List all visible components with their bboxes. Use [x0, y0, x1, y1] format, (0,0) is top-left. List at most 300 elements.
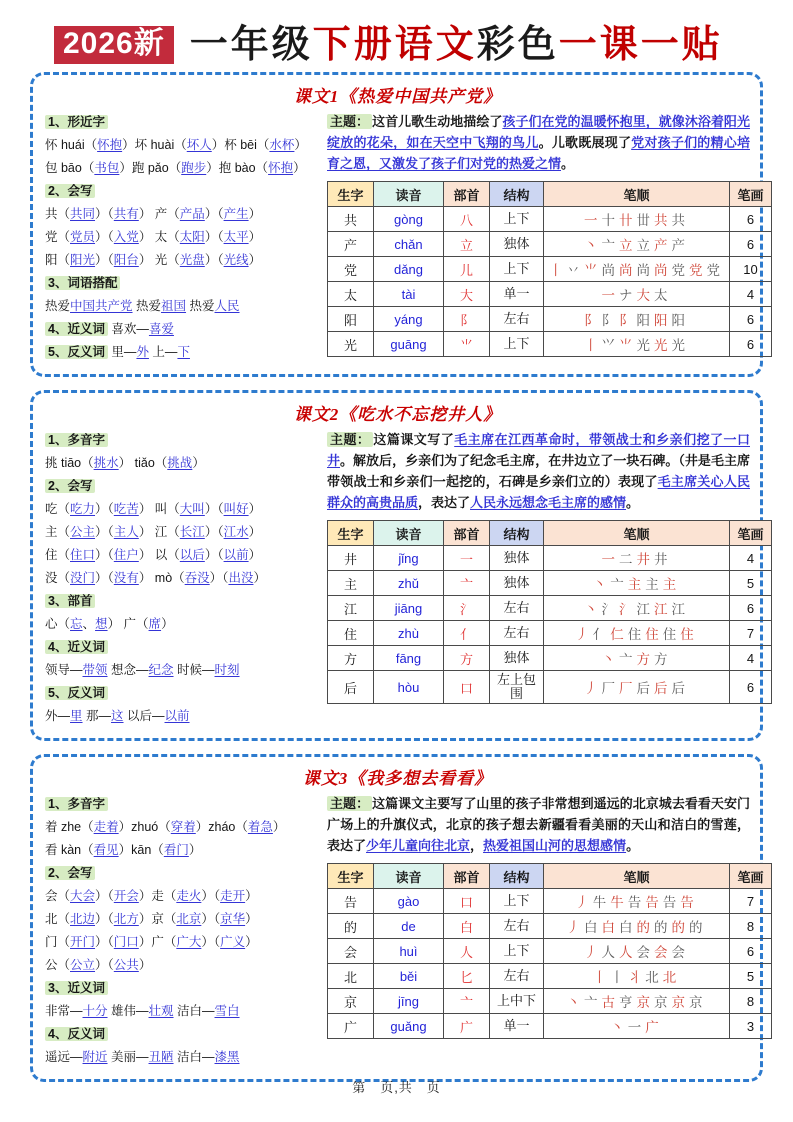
stroke-count-cell: 7: [730, 621, 772, 646]
vocab-line: [45, 682, 317, 705]
lesson-columns: [45, 111, 764, 364]
char-cell: 江: [328, 596, 374, 621]
text-run: 门（: [45, 935, 71, 949]
text-run: ）杯 bēi（: [211, 138, 270, 152]
structure-cell: 独体: [490, 546, 544, 571]
stroke-step: 京: [689, 995, 703, 1011]
table-row: [328, 571, 772, 596]
table-head: [328, 864, 772, 889]
structure-cell: 上下: [490, 889, 544, 914]
text-run: ）抱 bào（: [206, 161, 269, 175]
structure-cell: 上下: [490, 207, 544, 232]
pinyin-cell: hòu: [374, 671, 444, 704]
stroke-step: 井: [636, 552, 650, 568]
stroke-step: 后: [671, 681, 685, 697]
text-run: ）: [245, 889, 258, 903]
stroke-step: 丶: [601, 652, 615, 668]
strokes-cell: [544, 989, 730, 1014]
linked-word: 没有: [113, 571, 139, 585]
page-title-part: 一年级: [189, 24, 313, 66]
vocab-line: [45, 977, 317, 1000]
stroke-step: 尚: [619, 263, 633, 279]
radical-cell: ⺌: [444, 332, 490, 357]
text-run: ）: [293, 161, 306, 175]
column-header-strokes: 笔顺: [544, 182, 730, 207]
strokes-cell: [544, 546, 730, 571]
stroke-count-cell: 6: [730, 596, 772, 621]
text-run: 洁白—: [173, 1004, 215, 1018]
theme-and-table-column: [327, 111, 764, 357]
stroke-step: 丨: [584, 338, 598, 354]
stroke-count-cell: 6: [730, 232, 772, 257]
section-label: 主题：: [327, 796, 372, 811]
stroke-step: 广: [645, 1020, 659, 1036]
stroke-step: 主: [662, 577, 677, 593]
char-cell: 阳: [328, 307, 374, 332]
strokes-cell: [544, 307, 730, 332]
vocab-line: [45, 590, 317, 613]
table-row: [328, 1014, 772, 1039]
text-run: 共（: [45, 207, 71, 221]
vocab-line: [45, 226, 317, 249]
lesson-columns: [45, 793, 764, 1069]
stroke-step: 的: [636, 920, 650, 936]
stroke-step: ⺌: [584, 263, 598, 279]
stroke-step: 阝: [619, 313, 633, 329]
text-run: ）（: [204, 548, 224, 562]
lesson-card: [30, 754, 763, 1082]
table-row: [328, 257, 772, 282]
stroke-step: 会: [636, 945, 650, 961]
section-label: 4、近义词: [45, 322, 108, 336]
column-header-pinyin: 读音: [374, 864, 444, 889]
text-run: ） 以（: [138, 548, 180, 562]
text-run: ）（: [95, 230, 114, 244]
section-label: 主题：: [327, 432, 373, 447]
stroke-step: 井: [654, 552, 668, 568]
linked-word: 住口: [70, 548, 96, 562]
stroke-count-cell: 6: [730, 671, 772, 704]
character-table: [327, 863, 772, 1039]
stroke-step: 丶: [584, 602, 598, 618]
linked-word: 开门: [70, 935, 96, 949]
text-run: ）zháo（: [195, 820, 248, 834]
linked-word: 怀抱: [268, 161, 294, 175]
stroke-step: 的: [654, 920, 668, 936]
text-run: ）（: [95, 958, 114, 972]
column-header-count: 笔画: [730, 864, 772, 889]
linked-word: 这: [111, 709, 124, 723]
stroke-step: 立: [636, 238, 650, 254]
radical-cell: 人: [444, 939, 490, 964]
stroke-step: 党: [706, 263, 720, 279]
vocab-line: [45, 659, 317, 682]
character-table: [327, 520, 772, 704]
text-run: ）（: [209, 571, 229, 585]
stroke-step: 丿: [575, 895, 589, 911]
text-run: ）（: [201, 935, 221, 949]
strokes-cell: [544, 257, 730, 282]
radical-cell: 阝: [444, 307, 490, 332]
column-header-strokes: 笔顺: [544, 864, 730, 889]
strokes-cell: [544, 596, 730, 621]
stroke-step: ナ: [619, 288, 633, 304]
stroke-step: 阳: [671, 313, 685, 329]
stroke-step: 产: [671, 238, 685, 254]
column-header-radical: 部首: [444, 864, 490, 889]
stroke-step: 光: [636, 338, 650, 354]
table-row: [328, 914, 772, 939]
linked-word: 阳台: [113, 253, 139, 267]
linked-word: 江水: [223, 525, 249, 539]
section-label: 4、反义词: [45, 1027, 108, 1041]
pinyin-cell: jiāng: [374, 596, 444, 621]
column-header-count: 笔画: [730, 521, 772, 546]
section-label: 3、部首: [45, 594, 95, 608]
text-run: ）: [161, 617, 174, 631]
structure-cell: 左右: [490, 964, 544, 989]
stroke-step: 太: [654, 288, 668, 304]
pinyin-cell: gòng: [374, 207, 444, 232]
char-cell: 告: [328, 889, 374, 914]
stroke-step: 一: [627, 1020, 642, 1036]
table-row: [328, 964, 772, 989]
strokes-cell: [544, 207, 730, 232]
stroke-step: 共: [654, 213, 668, 229]
theme-and-table-column: [327, 793, 764, 1039]
stroke-step: 丿: [584, 945, 598, 961]
lesson-card: [30, 390, 763, 741]
table-body: [328, 546, 772, 704]
text-run: 包 bāo（: [45, 161, 95, 175]
text-run: 公（: [45, 958, 71, 972]
theme-paragraph: [327, 111, 750, 174]
text-run: ）（: [95, 935, 114, 949]
stroke-step: 亨: [619, 995, 633, 1011]
vocab-line: [45, 931, 317, 954]
stroke-step: 白: [601, 920, 615, 936]
stroke-step: 会: [671, 945, 685, 961]
linked-word: 产生: [223, 207, 249, 221]
strokes-cell: [544, 332, 730, 357]
table-row: [328, 646, 772, 671]
column-header-char: 生字: [328, 521, 374, 546]
vocab-line: [45, 793, 317, 816]
stroke-step: 方: [654, 652, 668, 668]
text-run: ）: [138, 958, 152, 972]
vocab-column: [45, 793, 317, 1069]
column-header-strokes: 笔顺: [544, 521, 730, 546]
stroke-step: 二: [619, 552, 633, 568]
linked-word: 跑步: [181, 161, 207, 175]
linked-word: 看见: [93, 843, 119, 857]
stroke-step: 仁: [610, 627, 624, 643]
char-cell: 井: [328, 546, 374, 571]
stroke-step: 住: [662, 627, 677, 643]
stroke-step: 京: [671, 995, 685, 1011]
stroke-count-cell: 6: [730, 939, 772, 964]
table-row: [328, 546, 772, 571]
linked-word: 少年儿童向往北京: [366, 838, 471, 854]
linked-word: 丑陋: [148, 1050, 174, 1064]
stroke-step: 丨: [610, 970, 624, 986]
char-cell: 广: [328, 1014, 374, 1039]
vocab-column: [45, 111, 317, 364]
pinyin-cell: běi: [374, 964, 444, 989]
text-run: 挑 tiāo（: [45, 456, 94, 470]
theme-paragraph: [327, 429, 750, 513]
text-run: ）: [248, 525, 262, 539]
linked-word: 席: [148, 617, 162, 631]
stroke-count-cell: 5: [730, 571, 772, 596]
text-run: 。儿歌既展现了: [538, 135, 632, 151]
structure-cell: 上下: [490, 332, 544, 357]
table-header-row: [328, 864, 772, 889]
linked-word: 吃苦: [113, 502, 139, 516]
vocab-column: [45, 429, 317, 728]
linked-word: 门口: [113, 935, 139, 949]
stroke-step: 卄: [619, 213, 633, 229]
stroke-step: 会: [654, 945, 668, 961]
linked-word: 入党: [113, 230, 139, 244]
stroke-step: 阳: [636, 313, 650, 329]
linked-word: 太平: [223, 230, 249, 244]
page-title-part: 一课一贴: [558, 24, 723, 66]
vocab-line: [45, 157, 317, 180]
linked-word: 广义: [220, 935, 246, 949]
text-run: ）（: [204, 502, 224, 516]
linked-word: 下: [177, 345, 190, 359]
strokes-cell: [544, 671, 730, 704]
linked-word: 北京: [176, 912, 202, 926]
text-run: ）: [245, 935, 258, 949]
vocab-line: [45, 475, 317, 498]
text-run: ） 光（: [138, 253, 180, 267]
stroke-count-cell: 7: [730, 889, 772, 914]
text-run: ）跑 pǎo（: [119, 161, 182, 175]
text-run: ） 广（: [107, 617, 149, 631]
text-run: ）: [248, 253, 262, 267]
stroke-step: 丗: [636, 213, 650, 229]
vocab-line: [45, 272, 317, 295]
theme-and-table-column: [327, 429, 764, 704]
text-run: 看 kàn（: [45, 843, 94, 857]
table-row: [328, 889, 772, 914]
vocab-line: [45, 885, 317, 908]
linked-word: 住户: [113, 548, 139, 562]
stroke-count-cell: 8: [730, 989, 772, 1014]
radical-cell: 匕: [444, 964, 490, 989]
pinyin-cell: huì: [374, 939, 444, 964]
text-run: ）（: [204, 230, 224, 244]
vocab-line: [45, 341, 317, 364]
text-run: 美丽—: [107, 1050, 149, 1064]
table-body: [328, 889, 772, 1039]
char-cell: 京: [328, 989, 374, 1014]
stroke-step: 人: [601, 945, 615, 961]
radical-cell: 儿: [444, 257, 490, 282]
strokes-cell: [544, 282, 730, 307]
linked-word: 走开: [220, 889, 246, 903]
column-header-pinyin: 读音: [374, 521, 444, 546]
stroke-step: 十: [601, 213, 615, 229]
linked-word: 大会: [70, 889, 96, 903]
linked-word: 以前: [164, 709, 190, 723]
text-run: 。: [626, 838, 640, 854]
pinyin-cell: chǎn: [374, 232, 444, 257]
structure-cell: 独体: [490, 571, 544, 596]
stroke-count-cell: 4: [730, 282, 772, 307]
linked-word: 喜爱: [148, 322, 174, 336]
column-header-structure: 结构: [490, 182, 544, 207]
text-run: ）: [248, 502, 262, 516]
linked-word: 祖国: [161, 299, 187, 313]
stroke-step: 一: [584, 213, 598, 229]
text-run: ）走（: [138, 889, 177, 903]
vocab-line: [45, 249, 317, 272]
char-cell: 党: [328, 257, 374, 282]
text-run: ，: [470, 838, 484, 854]
text-run: ） mò（: [138, 571, 185, 585]
stroke-step: 党: [671, 263, 685, 279]
text-run: 热爱: [45, 299, 71, 313]
text-run: 主（: [45, 525, 71, 539]
stroke-step: 丿: [566, 920, 580, 936]
stroke-step: 古: [601, 995, 615, 1011]
stroke-step: 告: [627, 895, 642, 911]
linked-word: 毛主席关心人民群众的高贵品质: [327, 474, 750, 511]
section-label: 主题：: [327, 114, 372, 129]
linked-word: 人民永远想念毛主席的感情: [470, 495, 627, 511]
linked-word: 走火: [176, 889, 202, 903]
text-run: ）: [245, 912, 258, 926]
linked-word: 以后: [179, 548, 205, 562]
table-header-row: [328, 521, 772, 546]
stroke-count-cell: 5: [730, 964, 772, 989]
text-run: ） 江（: [138, 525, 180, 539]
stroke-step: 主: [627, 577, 642, 593]
table-row: [328, 989, 772, 1014]
stroke-step: 方: [636, 652, 650, 668]
text-run: 非常—: [45, 1004, 83, 1018]
stroke-step: 告: [680, 895, 694, 911]
strokes-cell: [544, 646, 730, 671]
stroke-step: 阳: [654, 313, 668, 329]
stroke-step: ⺌: [619, 338, 633, 354]
text-run: ）（: [201, 889, 221, 903]
text-run: ）（: [204, 207, 224, 221]
text-run: 。解放后，乡亲们为了纪念毛主席，在井边立了一块石碑。（井是毛主席带领战士和乡亲们一起挖的，石碑是乡亲们立的）表现了: [327, 453, 750, 490]
linked-word: 漆黑: [214, 1050, 240, 1064]
vocab-line: [45, 498, 317, 521]
stroke-step: 京: [636, 995, 650, 1011]
stroke-step: 厂: [601, 681, 615, 697]
vocab-line: [45, 180, 317, 203]
linked-word: 书包: [94, 161, 120, 175]
pinyin-cell: jǐng: [374, 546, 444, 571]
linked-word: 中国共产党: [70, 299, 133, 313]
linked-word: 主人: [113, 525, 139, 539]
linked-word: 没门: [70, 571, 96, 585]
vocab-line: [45, 203, 317, 226]
text-run: ）京（: [138, 912, 177, 926]
linked-word: 孩子们在党的温暖怀抱里，就像沐浴着阳光绽放的花朵，如在天空中飞翔的鸟儿: [327, 114, 750, 151]
stroke-step: 厂: [619, 681, 633, 697]
text-run: ）kān（: [118, 843, 164, 857]
text-run: ）: [188, 843, 202, 857]
section-label: 1、形近字: [45, 115, 108, 129]
stroke-step: 白: [619, 920, 633, 936]
char-cell: 光: [328, 332, 374, 357]
stroke-step: 光: [654, 338, 668, 354]
stroke-step: 阝: [601, 313, 615, 329]
linked-word: 热爱祖国山河的思想感情: [483, 838, 627, 854]
stroke-step: 丿: [575, 627, 589, 643]
vocab-line: [45, 954, 317, 977]
stroke-count-cell: 4: [730, 546, 772, 571]
page-title: [190, 26, 723, 64]
text-run: ） 太（: [138, 230, 180, 244]
pinyin-cell: jīng: [374, 989, 444, 1014]
lesson-card: [30, 72, 763, 377]
table-row: [328, 332, 772, 357]
stroke-step: 一: [601, 288, 615, 304]
text-run: 这篇课文写了: [373, 432, 455, 447]
radical-cell: 广: [444, 1014, 490, 1039]
text-run: 吃（: [45, 502, 71, 516]
text-run: ）广（: [138, 935, 177, 949]
character-table: [327, 181, 772, 357]
linked-word: 光盘: [179, 253, 205, 267]
page-title-part: 彩色: [476, 24, 559, 66]
text-run: 以后—: [123, 709, 165, 723]
structure-cell: 上中下: [490, 989, 544, 1014]
linked-word: 怀抱: [97, 138, 123, 152]
linked-word: 共有: [113, 207, 139, 221]
stroke-step: 告: [662, 895, 677, 911]
stroke-step: 大: [636, 288, 650, 304]
section-label: 5、反义词: [45, 686, 108, 700]
linked-word: 水杯: [269, 138, 295, 152]
text-run: ）: [248, 230, 262, 244]
stroke-step: 光: [671, 338, 685, 354]
text-run: ）: [248, 548, 262, 562]
stroke-step: 北: [645, 970, 659, 986]
vocab-line: [45, 567, 317, 590]
text-run: ）坏 huài（: [122, 138, 187, 152]
pinyin-cell: zhǔ: [374, 571, 444, 596]
linked-word: 挑战: [167, 456, 193, 470]
text-run: ）（: [95, 207, 114, 221]
radical-cell: 方: [444, 646, 490, 671]
linked-word: 京华: [220, 912, 246, 926]
linked-word: 公主: [70, 525, 96, 539]
linked-word: 忘: [70, 617, 83, 631]
stroke-step: 丷: [566, 263, 580, 279]
stroke-step: 丿: [584, 681, 598, 697]
linked-word: 党员: [70, 230, 96, 244]
pinyin-cell: guāng: [374, 332, 444, 357]
text-run: ）（: [95, 525, 114, 539]
linked-word: 壮观: [148, 1004, 174, 1018]
stroke-step: 丶: [610, 1020, 624, 1036]
linked-word: 出没: [228, 571, 254, 585]
stroke-step: 江: [654, 602, 668, 618]
text-run: 阳（: [45, 253, 71, 267]
column-header-pinyin: 读音: [374, 182, 444, 207]
pinyin-cell: yáng: [374, 307, 444, 332]
text-run: ）（: [95, 548, 114, 562]
